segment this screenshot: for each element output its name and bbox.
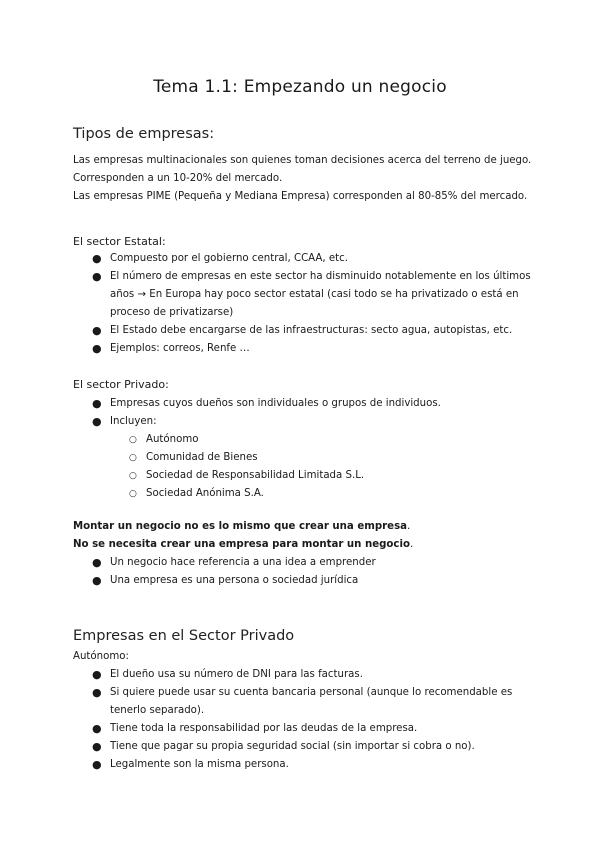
list-item: ● Compuesto por el gobierno central, CCAA, etc.	[0, 250, 540, 268]
bold-statement-2: No se necesita crear una empresa para montar un negocio.	[73, 539, 414, 550]
bullet-icon: ●	[92, 342, 102, 355]
bullet-icon: ●	[92, 758, 102, 771]
list-item: ● Un negocio hace referencia a una idea a emprender	[0, 554, 540, 572]
bullet-icon: ●	[92, 397, 102, 410]
circle-bullet-icon: ○	[129, 435, 137, 445]
paragraph-line: Las empresas PIME (Pequeña y Mediana Empresa) corresponden al 80-85% del mercado.	[73, 191, 528, 202]
bullet-icon: ●	[92, 686, 102, 699]
list-item: ● Ejemplos: correos, Renfe …	[0, 340, 540, 358]
sub-list-item: ○ Comunidad de Bienes	[0, 449, 600, 467]
section-heading-sector-privado: Empresas en el Sector Privado	[73, 628, 295, 644]
list-item: ● Empresas cuyos dueños son individuales o grupos de individuos.	[0, 395, 540, 413]
list-item: ● Incluyen:	[0, 413, 540, 431]
privado-list	[0, 395, 600, 503]
privado-heading: El sector Privado:	[73, 378, 169, 391]
list-item: ● Si quiere puede usar su cuenta bancaria personal (aunque lo recomendable es tenerlo separado).	[92, 686, 513, 716]
bullet-icon: ●	[92, 324, 102, 337]
bullet-icon: ●	[92, 722, 102, 735]
sub-list-item: ○ Sociedad de Responsabilidad Limitada S.L.	[0, 467, 600, 485]
section-heading-tipos: Tipos de empresas:	[73, 126, 215, 142]
estatal-heading: El sector Estatal:	[73, 235, 166, 248]
list-item: ● Una empresa es una persona o sociedad jurídica	[0, 572, 540, 590]
list-item: ● Tiene toda la responsabilidad por las deudas de la empresa.	[0, 720, 540, 738]
list-item: ● Tiene que pagar su propia seguridad social (sin importar si cobra o no).	[0, 738, 540, 756]
circle-bullet-icon: ○	[129, 453, 137, 463]
list-item: ● El dueño usa su número de DNI para las facturas.	[0, 666, 540, 684]
paragraph-line: Las empresas multinacionales son quienes toman decisiones acerca del terreno de juego.	[73, 155, 532, 166]
list-item: ● Legalmente son la misma persona.	[0, 756, 540, 774]
bullet-icon: ●	[92, 252, 102, 265]
bullet-icon: ●	[92, 574, 102, 587]
estatal-list	[0, 250, 600, 358]
list-item: ● El Estado debe encargarse de las infraestructuras: secto agua, autopistas, etc.	[0, 322, 540, 340]
autonomo-list	[0, 666, 600, 774]
bullet-icon: ●	[92, 270, 102, 283]
sub-list-item: ○ Sociedad Anónima S.A.	[0, 485, 600, 503]
bullet-icon: ●	[92, 668, 102, 681]
list-item: ● El número de empresas en este sector ha disminuido notablemente en los últimos años → En Europa hay poco sector estatal (casi todo se ha privatizado o está en proceso de privatizarse)	[92, 270, 531, 318]
bold-statement-1: Montar un negocio no es lo mismo que crear una empresa.	[73, 521, 411, 532]
circle-bullet-icon: ○	[129, 471, 137, 481]
bullet-icon: ●	[92, 556, 102, 569]
bullet-icon: ●	[92, 740, 102, 753]
negocio-list	[0, 554, 600, 590]
autonomo-label: Autónomo:	[73, 651, 129, 662]
page-title: Tema 1.1: Empezando un negocio	[153, 77, 447, 97]
sub-list-item: ○ Autónomo	[0, 431, 600, 449]
paragraph-line: Corresponden a un 10-20% del mercado.	[73, 173, 283, 184]
circle-bullet-icon: ○	[129, 489, 137, 499]
bullet-icon: ●	[92, 415, 102, 428]
